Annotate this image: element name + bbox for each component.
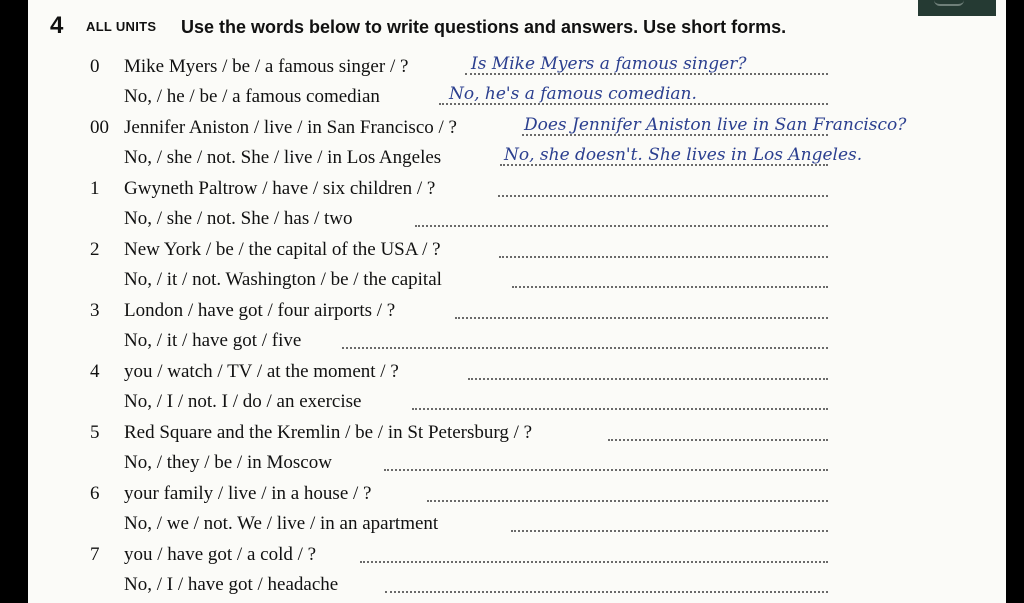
answer-line[interactable] — [608, 439, 828, 441]
item-prompt: No, / it / have got / five — [124, 330, 302, 351]
answer-line[interactable] — [412, 408, 828, 410]
exercise-item — [28, 298, 928, 326]
item-number: 3 — [90, 300, 100, 321]
exercise-number: 4 — [50, 12, 64, 39]
item-number: 1 — [90, 178, 100, 199]
answer-line[interactable] — [499, 256, 828, 258]
item-answer: No, he's a famous comedian. — [449, 84, 697, 104]
item-prompt: No, / she / not. She / has / two — [124, 208, 353, 229]
corner-decoration — [918, 0, 996, 16]
item-number: 5 — [90, 422, 100, 443]
answer-line[interactable] — [427, 500, 828, 502]
answer-line[interactable] — [415, 225, 828, 227]
exercise-item — [28, 511, 928, 539]
item-prompt: you / watch / TV / at the moment / ? — [124, 361, 399, 382]
level-tag: ALL UNITS — [86, 19, 157, 34]
exercise-item — [28, 237, 928, 265]
exercise-item — [28, 542, 928, 570]
exercise-item — [28, 328, 928, 356]
item-prompt: No, / he / be / a famous comedian — [124, 86, 380, 107]
item-prompt: Red Square and the Kremlin / be / in St Petersburg / ? — [124, 422, 533, 443]
answer-line[interactable] — [384, 469, 828, 471]
exercise-item — [28, 267, 928, 295]
exercise-item — [28, 206, 928, 234]
answer-line[interactable] — [498, 195, 828, 197]
corner-mark — [934, 0, 964, 6]
item-number: 2 — [90, 239, 100, 260]
item-prompt: you / have got / a cold / ? — [124, 544, 317, 565]
worksheet-page — [28, 0, 1006, 603]
exercise-item — [28, 450, 928, 478]
exercise-item — [28, 176, 928, 204]
item-answer: No, she doesn't. She lives in Los Angeles. — [504, 145, 863, 165]
item-prompt: No, / we / not. We / live / in an apartment — [124, 513, 439, 534]
item-number: 00 — [90, 117, 109, 138]
exercise-item — [28, 359, 928, 387]
item-answer: Is Mike Myers a famous singer? — [471, 54, 747, 74]
answer-line[interactable] — [511, 530, 828, 532]
answer-line[interactable] — [455, 317, 828, 319]
item-prompt: New York / be / the capital of the USA / ? — [124, 239, 441, 260]
item-number: 4 — [90, 361, 100, 382]
exercise-instruction: Use the words below to write questions and answers. Use short forms. — [181, 17, 787, 37]
item-prompt: Mike Myers / be / a famous singer / ? — [124, 56, 409, 77]
exercise-item — [28, 115, 928, 143]
exercise-item — [28, 84, 928, 112]
item-prompt: No, / they / be / in Moscow — [124, 452, 332, 473]
answer-line[interactable] — [468, 378, 828, 380]
answer-line[interactable] — [342, 347, 828, 349]
item-number: 0 — [90, 56, 100, 77]
answer-line[interactable] — [360, 561, 828, 563]
item-prompt: Jennifer Aniston / live / in San Francisco / ? — [124, 117, 457, 138]
item-prompt: No, / she / not. She / live / in Los Angeles — [124, 147, 442, 168]
answer-line[interactable] — [512, 286, 828, 288]
exercise-item — [28, 481, 928, 509]
item-number: 7 — [90, 544, 100, 565]
answer-line[interactable] — [385, 591, 828, 593]
exercise-item — [28, 572, 928, 600]
item-prompt: No, / I / not. I / do / an exercise — [124, 391, 362, 412]
item-number: 6 — [90, 483, 100, 504]
item-prompt: your family / live / in a house / ? — [124, 483, 372, 504]
item-prompt: No, / it / not. Washington / be / the capital — [124, 269, 442, 290]
exercise-item — [28, 420, 928, 448]
item-prompt: Gwyneth Paltrow / have / six children / ? — [124, 178, 436, 199]
exercise-item — [28, 54, 928, 82]
exercise-item — [28, 145, 928, 173]
exercise-item — [28, 389, 928, 417]
item-answer: Does Jennifer Aniston live in San Francisco? — [524, 115, 907, 135]
item-prompt: No, / I / have got / headache — [124, 574, 339, 595]
item-prompt: London / have got / four airports / ? — [124, 300, 396, 321]
